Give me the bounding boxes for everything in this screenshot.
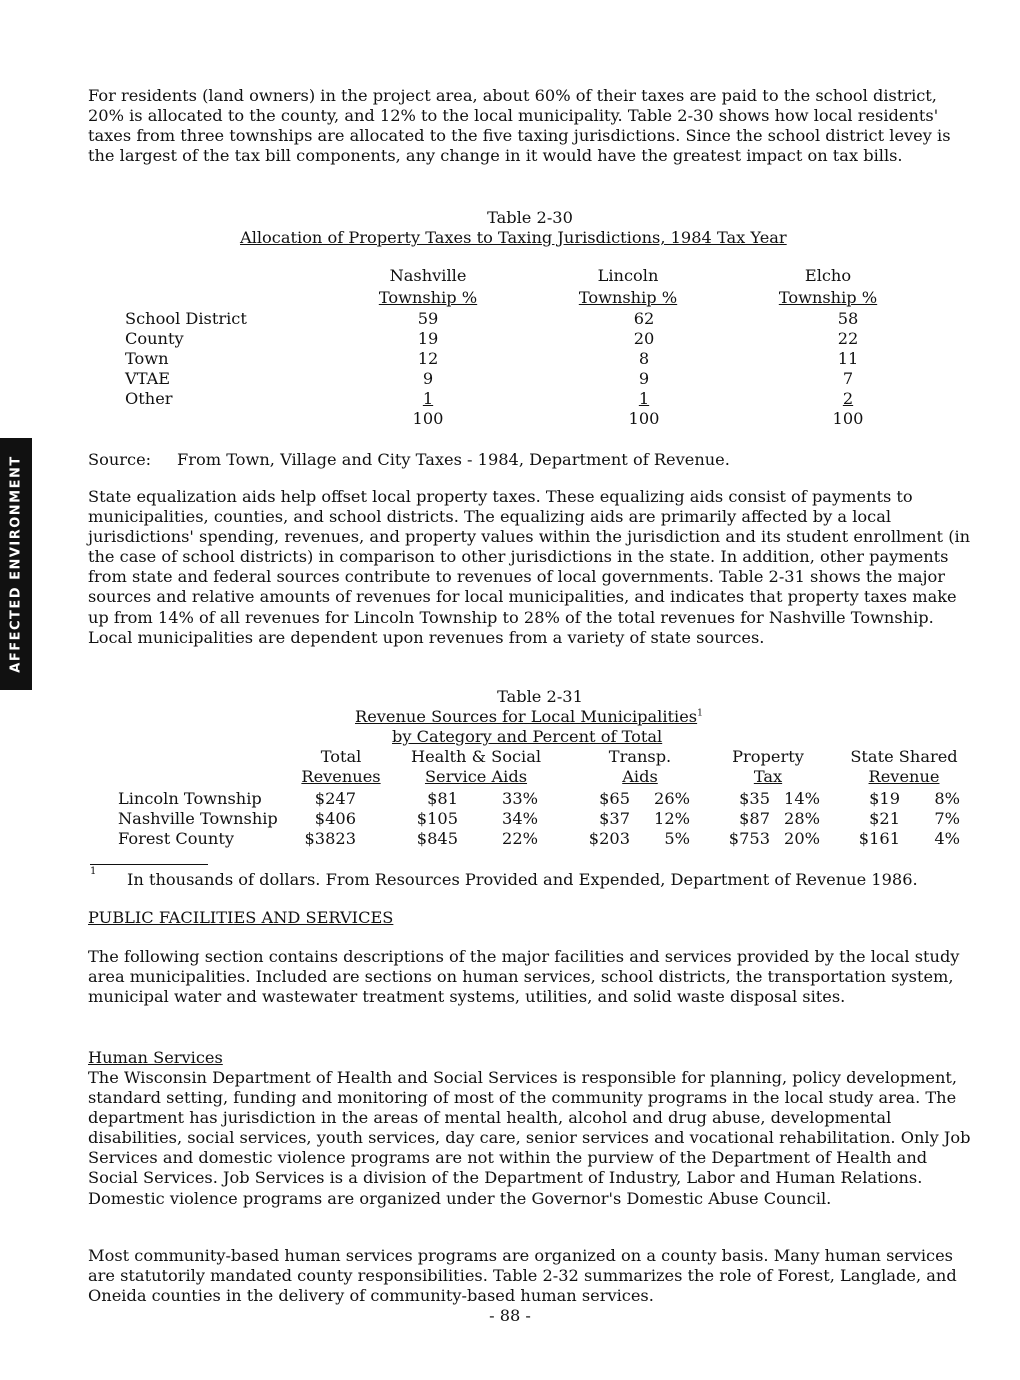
table-cell: $406 [314, 809, 356, 828]
row-label: Forest County [118, 829, 234, 848]
column-header: Lincoln [597, 266, 659, 285]
table-cell: 22% [502, 829, 538, 848]
footnote-number: 1 [90, 866, 97, 877]
column-header: Property [732, 747, 804, 766]
table-label: Table 2-30 [487, 208, 573, 227]
column-header: Tax [753, 767, 783, 786]
row-label: Town [125, 349, 169, 368]
table-cell: $37 [599, 809, 630, 828]
table-cell: $161 [858, 829, 900, 848]
table-cell: 20 [633, 329, 655, 348]
table-cell: 28% [784, 809, 820, 828]
table-title: Allocation of Property Taxes to Taxing Jurisdictions, 1984 Tax Year [240, 228, 787, 247]
table-cell: $753 [728, 829, 770, 848]
table-cell: 9 [638, 369, 650, 388]
table-cell: 58 [837, 309, 859, 328]
table-cell: $35 [739, 789, 770, 808]
table-title-line2: by Category and Percent of Total [392, 727, 663, 746]
subsection-heading: Human Services [88, 1048, 223, 1067]
column-header: Transp. [608, 747, 672, 766]
table-cell: 9 [422, 369, 434, 388]
column-header: Health & Social [410, 747, 542, 766]
column-header: Nashville [389, 266, 467, 285]
table-cell: 1 [638, 389, 650, 408]
column-header: State Shared [850, 747, 958, 766]
table-cell: 62 [633, 309, 655, 328]
table-cell: 1 [422, 389, 434, 408]
table-cell: 4% [934, 829, 960, 848]
state-aids-paragraph: State equalization aids help offset local property taxes. These equalizing aids consist of payments to municipalities, counties, and school districts. The equalizing aids are primarily affected by a local jurisdictions' spending, revenues, and property values within the jurisdiction and its student enrollment (in the case of school districts) in comparison to other jurisdictions in the state. In addition, other payments from state and federal sources contribute to revenues of local governments. Table 2-31 shows the major sources and relative amounts of revenues for local municipalities, and indicates that property taxes make up from 14% of all revenues for Lincoln Township to 28% of the total revenues for Nashville Township. Local municipalities are dependent upon revenues from a variety of state sources. [88, 487, 971, 647]
table-cell: 5% [664, 829, 690, 848]
table-cell: 59 [417, 309, 439, 328]
footnote-rule [90, 864, 208, 865]
side-tab-label: AFFECTED ENVIRONMENT [8, 455, 24, 673]
column-header: Township % [578, 288, 678, 307]
table-cell: $105 [416, 809, 458, 828]
table-cell: 34% [502, 809, 538, 828]
total-cell: 100 [832, 409, 864, 428]
table-cell: 11 [837, 349, 859, 368]
table-cell: 33% [502, 789, 538, 808]
total-cell: 100 [412, 409, 444, 428]
table-title-line1: Revenue Sources for Local Municipalities [355, 707, 698, 726]
section-heading: PUBLIC FACILITIES AND SERVICES [88, 908, 394, 927]
county-paragraph: Most community-based human services programs are organized on a county basis. Many human services are statutorily mandated county responsibilities. Table 2-32 summarizes the role of Forest, Langlade, and Oneida counties in the delivery of community-based human services. [88, 1246, 957, 1306]
table-cell: 19 [417, 329, 439, 348]
row-label: Other [125, 389, 173, 408]
page-number: - 88 - [489, 1306, 531, 1325]
table-cell: $21 [869, 809, 900, 828]
table-cell: 12% [654, 809, 690, 828]
table-cell: $65 [599, 789, 630, 808]
table-cell: 8 [638, 349, 650, 368]
row-label: Nashville Township [118, 809, 278, 828]
column-header: Elcho [804, 266, 852, 285]
column-header: Township % [378, 288, 478, 307]
table-cell: 14% [784, 789, 820, 808]
table-cell: $3823 [304, 829, 356, 848]
table-cell: 26% [654, 789, 690, 808]
table-cell: 22 [837, 329, 859, 348]
footnote-text: In thousands of dollars. From Resources Provided and Expended, Department of Revenue 1986. [127, 870, 918, 889]
table-cell: 20% [784, 829, 820, 848]
total-cell: 100 [628, 409, 660, 428]
table-cell: $203 [588, 829, 630, 848]
table-label: Table 2-31 [497, 687, 583, 706]
source-label: Source: [88, 450, 152, 469]
table-cell: $87 [739, 809, 770, 828]
row-label: Lincoln Township [118, 789, 262, 808]
row-label: School District [125, 309, 247, 328]
footnote-mark: 1 [697, 708, 703, 719]
table-cell: 7% [934, 809, 960, 828]
table-cell: 7 [842, 369, 854, 388]
row-label: VTAE [125, 369, 171, 388]
column-header: Aids [622, 767, 658, 786]
intro-paragraph: For residents (land owners) in the project area, about 60% of their taxes are paid to the school district, 20% is allocated to the county, and 12% to the local municipality. Table 2-30 shows how local residents' taxes from three townships are allocated to the five taxing jurisdictions. Since the school district levey is the largest of the tax bill components, any change in it would have the greatest impact on tax bills. [88, 86, 951, 166]
section-paragraph: The following section contains descriptions of the major facilities and services provided by the local study area municipalities. Included are sections on human services, school districts, the transportation system, municipal water and wastewater treatment systems, utilities, and solid waste disposal sites. [88, 947, 960, 1007]
table-cell: 12 [417, 349, 439, 368]
table-cell: $81 [427, 789, 458, 808]
row-label: County [125, 329, 184, 348]
column-header: Total [320, 747, 362, 766]
source-text: From Town, Village and City Taxes - 1984, Department of Revenue. [177, 450, 730, 469]
table-cell: $845 [416, 829, 458, 848]
table-cell: 8% [934, 789, 960, 808]
column-header: Revenues [301, 767, 381, 786]
table-cell: $19 [869, 789, 900, 808]
table-cell: $247 [314, 789, 356, 808]
table-cell: 2 [842, 389, 854, 408]
column-header: Township % [778, 288, 878, 307]
column-header: Service Aids [424, 767, 528, 786]
column-header: Revenue [868, 767, 940, 786]
human-services-paragraph: The Wisconsin Department of Health and Social Services is responsible for planning, policy development, standard setting, funding and monitoring of most of the community programs in the local study area. The department has jurisdiction in the areas of mental health, alcohol and drug abuse, developmental disabilities, social services, youth services, day care, senior services and vocational rehabilitation. Only Job Services and domestic violence programs are not within the purview of the Department of Health and Social Services. Job Services is a division of the Department of Industry, Labor and Human Relations. Domestic violence programs are organized under the Governor's Domestic Abuse Council. [88, 1068, 971, 1208]
